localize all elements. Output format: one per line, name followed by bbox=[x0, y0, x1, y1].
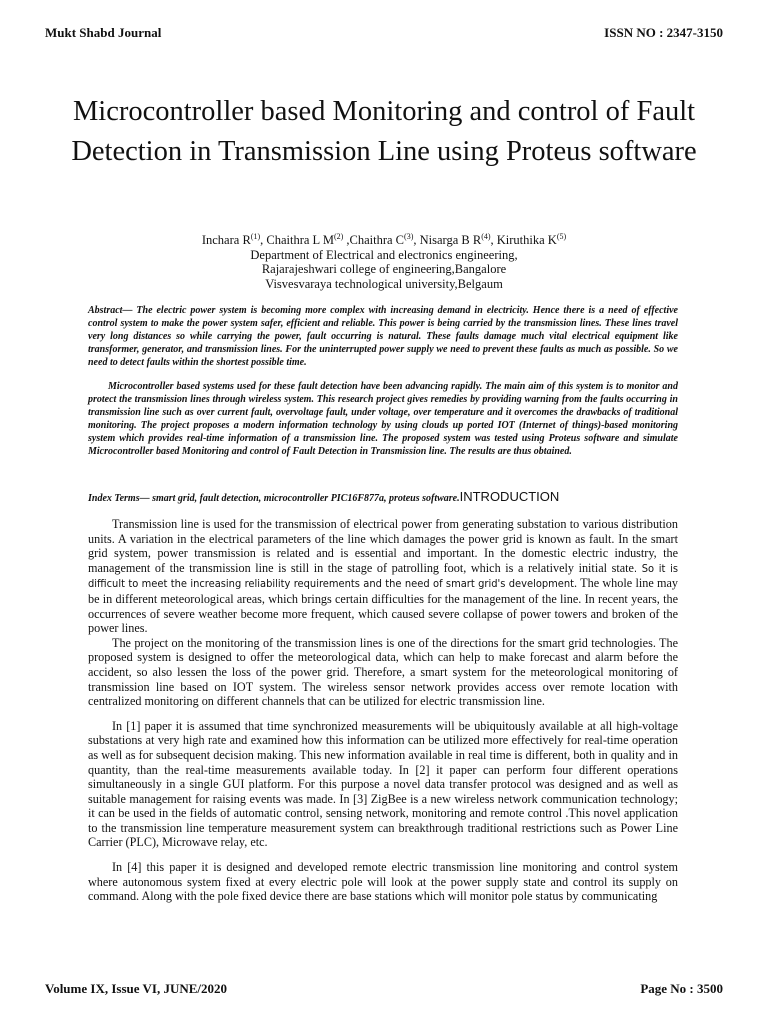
paper-title: Microcontroller based Monitoring and control of Fault Detection in Transmission Line using Proteus software bbox=[71, 96, 697, 167]
author-index: (2) bbox=[333, 232, 344, 241]
body-text bbox=[88, 517, 678, 904]
author-name: Nisarga B R bbox=[419, 233, 482, 248]
affiliation-university: Visvesvaraya technological university,Belgaum bbox=[265, 276, 503, 291]
author-name: Inchara R bbox=[201, 233, 251, 248]
index-terms bbox=[88, 489, 708, 506]
page-number: Page No : 3500 bbox=[640, 981, 723, 996]
body-paragraph: Transmission line is used for the transmission of electrical power from generating substation to various distribution units. A variation in the electrical parameters of the line which damages the power grid is known as fault. In the smart grid system, power transmission is related and is essential and important. In the domestic electric industry, the management of the transmission line is still in the stage of patrolling foot, which is a relatively initial state. So it is difficult to meet the increasing reliability requirements and the need of smart grid's development. The whole line may be in different meteorological areas, which brings certain difficulties for the management of the line. In recent years, the occurrences of severe weather become more frequent, which caused severe collapse of power towers and broken of the power lines. bbox=[88, 517, 678, 636]
abstract-paragraph: Abstract— The electric power system is becoming more complex with increasing demand in electricity. Hence there is a need of effective control system to make the power system safer, efficient and reliable. This power is being carried by the transmission lines. These lines travel very long distances so while carrying the power, fault occurring is natural. These faults damage much vital electrical equipment like transformer, generator, and transmission lines. For the uninterrupted power supply we need to prevent these faults as much as possible. So we need to detect faults within the shortest possible time. bbox=[88, 305, 678, 368]
affiliation-college: Rajarajeshwari college of engineering,Bangalore bbox=[261, 262, 507, 277]
abstract bbox=[88, 304, 678, 458]
author-index: (5) bbox=[556, 232, 567, 241]
author-index: (3) bbox=[404, 232, 414, 241]
volume-issue: Volume IX, Issue VI, JUNE/2020 bbox=[45, 981, 228, 996]
author-name: Kiruthika K bbox=[496, 233, 557, 248]
issn-number: ISSN NO : 2347-3150 bbox=[604, 25, 723, 40]
journal-name: Mukt Shabd Journal bbox=[45, 25, 162, 40]
author-index: (1) bbox=[250, 232, 261, 241]
author-index: (4) bbox=[481, 232, 491, 241]
author-name: Chaithra C bbox=[349, 233, 405, 248]
body-paragraph: In [4] this paper it is designed and developed remote electric transmission line monitoring and control system where autonomous system fixed at every electric pole will look at the power supply state and control its supply on command. Along with the pole fixed device there are base stations which will monitor pole status by communicating bbox=[88, 860, 678, 904]
author-list: Inchara $R^{(1)}$, Chaithra L $M^{(2)}$ ,Chaithra $C^{(3)}$, Nisarga B $R^{(4)}$, Kiruthika $K^{(5)}$ bbox=[201, 232, 567, 248]
author-name: Chaithra L M bbox=[266, 233, 334, 248]
page-footer bbox=[45, 981, 723, 997]
index-terms-text: Index Terms— smart grid, fault detection, microcontroller PIC16F877a, proteus software. bbox=[88, 493, 460, 504]
affiliation-department: Department of Electrical and electronics engineering, bbox=[250, 247, 518, 262]
body-paragraph: The project on the monitoring of the transmission lines is one of the directions for the smart grid technologies. The proposed system is designed to offer the meteorological data, which can help to make forecast and alarm before the accident, so also lessen the loss of the power grid. Therefore, a smart system for the meteorological monitoring of transmission line based on IOT system. The wireless sensor network provides access over remote location with centralized monitoring on different channels that can be utilized for electric transmission line. bbox=[88, 635, 678, 709]
author-block bbox=[90, 230, 678, 291]
abstract-paragraph: Microcontroller based systems used for these fault detection have been advancing rapidly. The main aim of this system is to monitor and protect the transmission lines through wireless system. This research project gives remedies by providing warning from the faults occurring in transmission line such as over current fault, overvoltage fault, under voltage, over temperature and it overcomes the drawbacks of traditional monitoring. The project proposes a modern information technology by using clouds up ported IOT (Internet of things)-based monitoring system which provides real-time information of a transmission line. The proposed system was tested using Proteus software and simulate Microcontroller based Monitoring and control of Fault Detection in Transmission line. The results are thus obtained. bbox=[88, 381, 678, 457]
page-header bbox=[45, 25, 723, 41]
introduction-heading: INTRODUCTION bbox=[459, 489, 560, 504]
body-paragraph: In [1] paper it is assumed that time synchronized measurements will be ubiquitously available at all high-voltage substations at very high rate and examined how this information can be utilized more effectively for real-time operation as well as for subsequent decision making. This new information available in real time is different, both in quality and in quantity, than the real-time measurements available today. In [2] it paper can perform four different operations simultaneously in a single GUI platform. For this purpose a novel data transfer protocol was designed and as well as suitable management for raising events was made. In [3] ZigBee is a new wireless network communication technology; it can be used in the fields of automatic control, sensing network, monitoring and remote control .This novel application to the transmission line temperature measurement system can breakthrough traditional restrictions such as Power Line Carrier (PLC), Microwave relay, etc. bbox=[88, 718, 678, 850]
